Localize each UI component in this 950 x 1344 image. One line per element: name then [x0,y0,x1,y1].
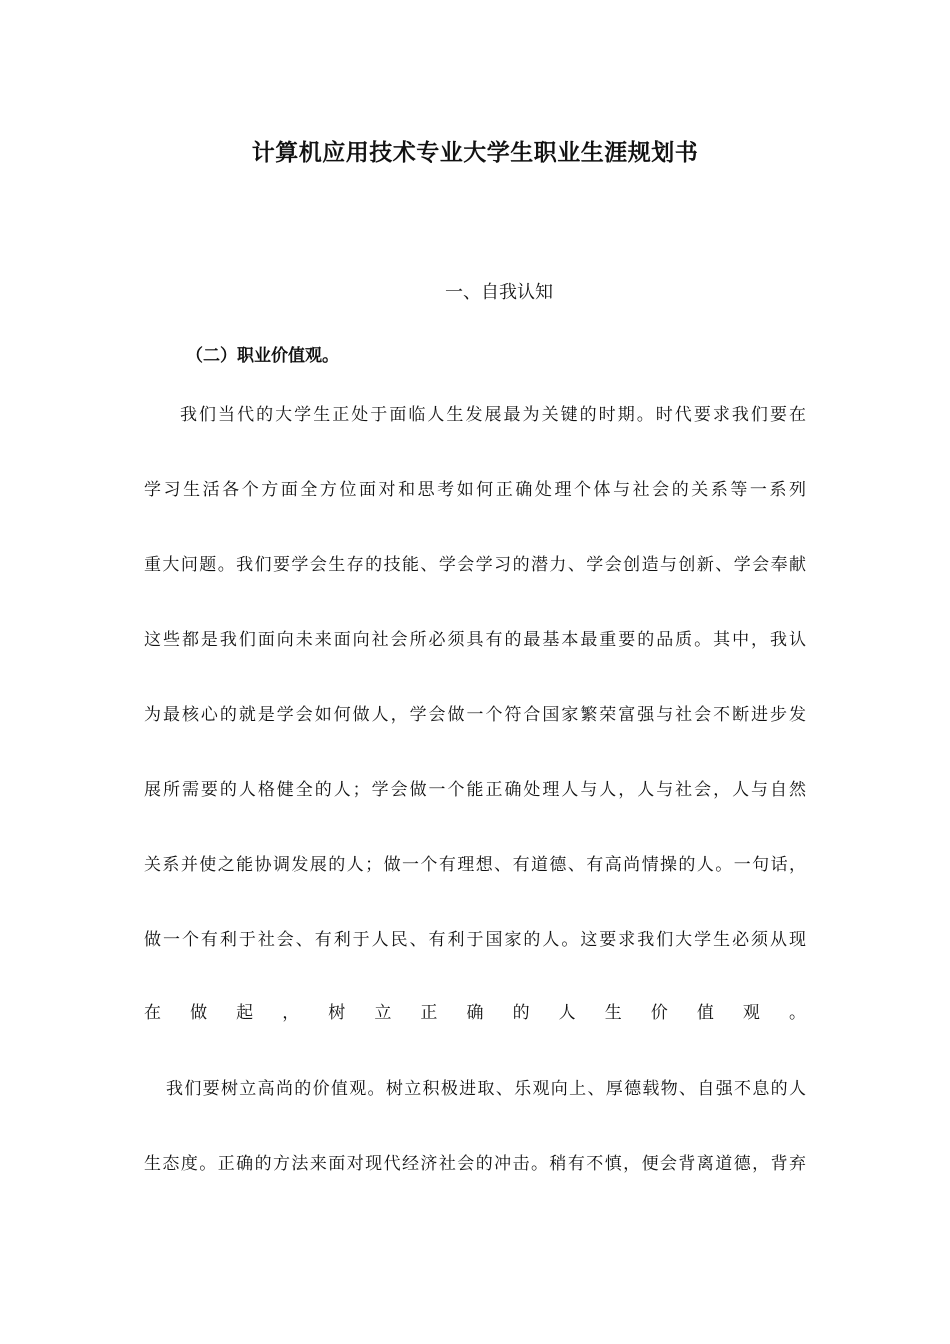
paragraph-line: 这些都是我们面向未来面向社会所必须具有的最基本最重要的品质。其中，我认 [144,630,806,650]
paragraph-line: 做一个有利于社会、有利于人民、有利于国家的人。这要求我们大学生必须从现 [144,930,806,950]
paragraph-line: 学习生活各个方面全方位面对和思考如何正确处理个体与社会的关系等一系列 [144,480,806,500]
sub-heading: （二）职业价值观。 [186,346,339,366]
paragraph-line: 展所需要的人格健全的人；学会做一个能正确处理人与人，人与社会，人与自然 [144,780,806,800]
paragraph-line: 在 做 起 ， 树 立 正 确 的 人 生 价 值 观 。 [144,1003,806,1023]
paragraph-line: 我们要树立高尚的价值观。树立积极进取、乐观向上、厚德载物、自强不息的人 [166,1079,806,1099]
paragraph-line: 生态度。正确的方法来面对现代经济社会的冲击。稍有不慎，便会背离道德，背弃 [144,1154,806,1174]
paragraph-line: 我们当代的大学生正处于面临人生发展最为关键的时期。时代要求我们要在 [180,405,806,425]
paragraph-line: 为最核心的就是学会如何做人，学会做一个符合国家繁荣富强与社会不断进步发 [144,705,806,725]
paragraph-line: 关系并使之能协调发展的人；做一个有理想、有道德、有高尚情操的人。一句话， [144,855,806,875]
section-heading: 一、自我认知 [445,282,553,303]
paragraph-line: 重大问题。我们要学会生存的技能、学会学习的潜力、学会创造与创新、学会奉献 [144,555,806,575]
document-title: 计算机应用技术专业大学生职业生涯规划书 [251,140,699,166]
